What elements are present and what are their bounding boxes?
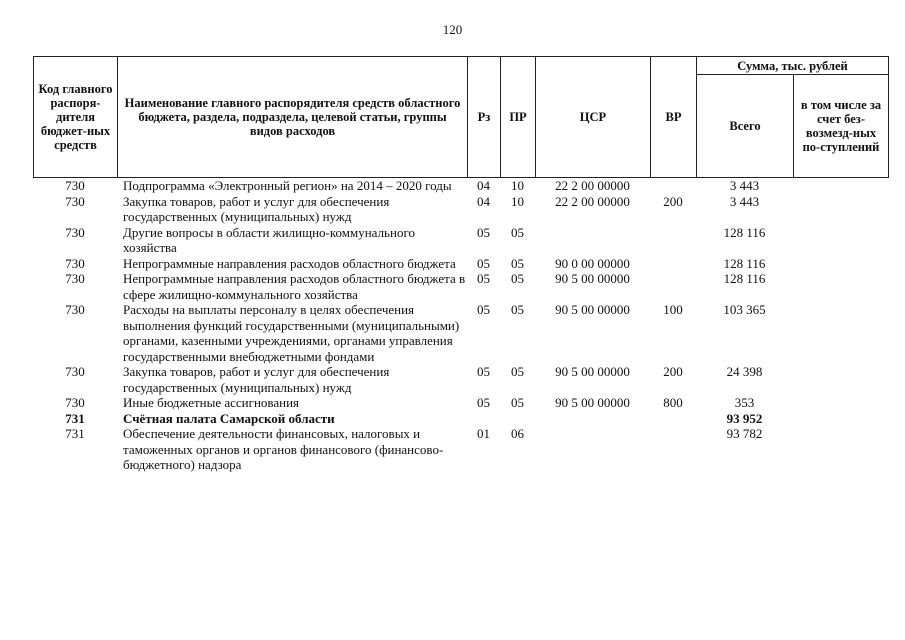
row-kod: 730: [65, 271, 85, 286]
table-row: [33, 271, 888, 302]
header-rz: Рз: [468, 57, 501, 178]
row-pr: 05: [511, 364, 524, 379]
row-kod: 730: [65, 193, 85, 209]
row-name: Обеспечение деятельности финансовых, налоговых и таможенных органов и органов финансового (финансово-бюджетного) надзора: [123, 426, 444, 472]
row-pr: 10: [511, 178, 524, 193]
row-incl: [793, 271, 888, 302]
row-csr: [535, 411, 650, 427]
row-incl: [793, 426, 888, 473]
row-incl: [793, 194, 888, 225]
table-row: [33, 302, 888, 364]
row-name: Подпрограмма «Электронный регион» на 2014 – 2020 годы: [123, 178, 452, 193]
header-name: Наименование главного распорядителя средств областного бюджета, раздела, подраздела, целевой статьи, группы видов расходов: [118, 57, 468, 178]
row-vr: [650, 411, 696, 427]
row-rz: 04: [477, 178, 490, 193]
row-csr: 22 2 00 00000: [555, 178, 630, 193]
row-csr: 22 2 00 00000: [555, 193, 630, 209]
row-rz: 05: [477, 255, 490, 271]
row-vr: [650, 225, 696, 256]
row-kod: 730: [65, 395, 85, 410]
header-vsego: Всего: [697, 75, 794, 178]
row-rz: 05: [477, 302, 490, 317]
row-pr: 05: [511, 271, 524, 286]
row-csr: 90 5 00 00000: [555, 395, 630, 410]
row-csr: [535, 426, 650, 473]
header-summa: Сумма, тыс. рублей: [697, 57, 889, 75]
row-kod: 730: [65, 224, 85, 240]
row-vr: 100: [663, 302, 683, 317]
row-rz: 04: [477, 193, 490, 209]
row-kod: 730: [65, 302, 85, 317]
table-header: [33, 56, 889, 178]
row-name: Непрограммные направления расходов областного бюджета: [123, 255, 456, 271]
row-vsego: 128 116: [723, 255, 766, 271]
row-rz: 05: [477, 395, 490, 410]
row-incl: [793, 364, 888, 395]
row-name: Непрограммные направления расходов областного бюджета в сфере жилищно-коммунального хозяйства: [123, 271, 466, 302]
row-vr: [650, 256, 696, 272]
row-rz: 01: [477, 426, 490, 441]
row-vsego: 128 116: [723, 271, 766, 286]
row-csr: 90 0 00 00000: [555, 255, 630, 271]
row-name: Закупка товаров, работ и услуг для обеспечения государственных (муниципальных) нужд: [123, 193, 390, 224]
row-name: Закупка товаров, работ и услуг для обеспечения государственных (муниципальных) нужд: [123, 364, 390, 395]
row-kod: 730: [65, 255, 85, 271]
row-pr: 05: [511, 224, 524, 240]
row-vr: 800: [663, 395, 683, 410]
row-name: Другие вопросы в области жилищно-коммунального хозяйства: [123, 224, 415, 255]
row-csr: 90 5 00 00000: [555, 302, 630, 317]
table-row: [33, 178, 888, 194]
table-row: [33, 395, 888, 411]
row-vsego: 3 443: [729, 178, 760, 193]
header-csr: ЦСР: [536, 57, 651, 178]
row-vr: [650, 271, 696, 302]
row-pr: 05: [511, 302, 524, 317]
row-vsego: 103 365: [723, 302, 766, 317]
row-vr: [650, 426, 696, 473]
row-pr: 05: [511, 255, 524, 271]
header-pr: ПР: [501, 57, 536, 178]
row-pr: 05: [511, 395, 524, 410]
row-rz: [467, 411, 500, 427]
row-incl: [793, 411, 888, 427]
table-row: [33, 256, 888, 272]
row-kod: 731: [65, 410, 85, 426]
row-name: Расходы на выплаты персоналу в целях обеспечения выполнения функций государственными (муниципальными) органами, казенными учреждениями, органами управления государственными внебюджетными фондами: [123, 302, 460, 364]
table-row: [33, 411, 888, 427]
row-incl: [793, 178, 888, 194]
row-vr: 200: [663, 364, 683, 379]
table-body: [33, 178, 888, 473]
row-pr: [500, 411, 535, 427]
row-name: Иные бюджетные ассигнования: [123, 395, 300, 410]
row-vsego: 353: [734, 395, 755, 410]
row-incl: [793, 395, 888, 411]
page-number: 120: [442, 22, 463, 37]
row-vsego: 93 952: [726, 410, 763, 426]
header-kod: Код главного распоря-дителя бюджет-ных средств: [34, 57, 118, 178]
row-csr: 90 5 00 00000: [555, 271, 630, 286]
row-vsego: 128 116: [723, 224, 766, 240]
header-incl: в том числе за счет без-возмезд-ных по-ступлений: [794, 75, 889, 178]
row-pr: 06: [511, 426, 524, 441]
row-vr: [650, 178, 696, 194]
row-pr: 10: [511, 193, 524, 209]
table-row: [33, 426, 888, 473]
row-vsego: 93 782: [726, 426, 763, 441]
row-kod: 730: [65, 364, 85, 379]
header-vr: ВР: [651, 57, 697, 178]
row-rz: 05: [477, 271, 490, 286]
row-csr: [535, 225, 650, 256]
table-row: [33, 364, 888, 395]
row-kod: 730: [65, 178, 85, 193]
row-rz: 05: [477, 364, 490, 379]
row-vsego: 3 443: [729, 193, 760, 209]
table-row: [33, 225, 888, 256]
row-kod: 731: [65, 426, 85, 441]
row-incl: [793, 302, 888, 364]
row-rz: 05: [477, 224, 490, 240]
row-incl: [793, 256, 888, 272]
table-row: [33, 194, 888, 225]
row-name: Счётная палата Самарской области: [123, 410, 335, 426]
row-vr: 200: [663, 193, 683, 209]
row-incl: [793, 225, 888, 256]
row-vsego: 24 398: [726, 364, 763, 379]
row-csr: 90 5 00 00000: [555, 364, 630, 379]
